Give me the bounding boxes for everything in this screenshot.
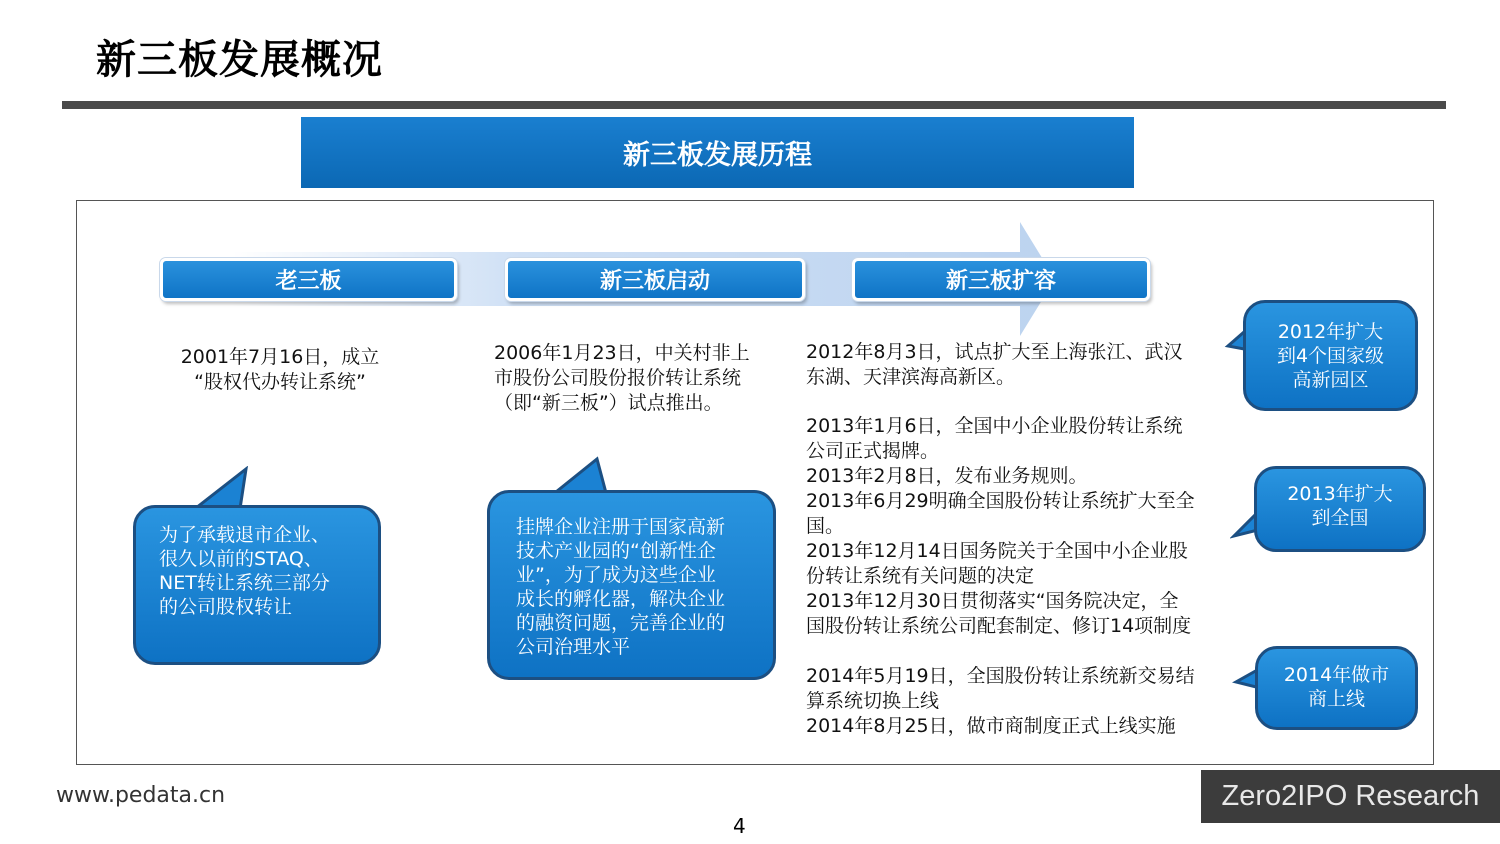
footer-website-link[interactable]: www.pedata.cn xyxy=(56,783,226,808)
stage-new-board-launch: 新三板启动 xyxy=(505,258,805,301)
stage-new-board-expansion: 新三板扩容 xyxy=(852,258,1150,301)
section-banner: 新三板发展历程 xyxy=(301,117,1134,188)
callout-2013: 2013年扩大 到全国 xyxy=(1254,466,1426,552)
callout-launch: 挂牌企业注册于国家高新 技术产业园的“创新性企 业”，为了成为这些企业 成长的孵化器，解决企业 的融资问题，完善企业的 公司治理水平 xyxy=(487,490,776,680)
callout-2014: 2014年做市 商上线 xyxy=(1255,646,1418,730)
expansion-2012-description: 2012年8月3日，试点扩大至上海张江、武汉 东湖、天津滨海高新区。 xyxy=(806,341,1183,388)
old-board-description: 2001年7月16日，成立 “股权代办转让系统” xyxy=(180,346,380,393)
callout-2012: 2012年扩大 到4个国家级 高新园区 xyxy=(1243,300,1418,411)
page-title: 新三板发展概况 xyxy=(96,37,383,83)
stage-old-board: 老三板 xyxy=(160,258,457,301)
callout-old-board: 为了承载退市企业、 很久以前的STAQ、 NET转让系统三部分 的公司股权转让 xyxy=(133,505,381,665)
expansion-2014-description: 2014年5月19日，全国股份转让系统新交易结 算系统切换上线 2014年8月25日，做市商制度正式上线实施 xyxy=(806,665,1195,737)
zero2ipo-logo: Zero2IPO Research xyxy=(1201,770,1500,823)
page-number: 4 xyxy=(733,814,746,838)
expansion-2013-description: 2013年1月6日，全国中小企业股份转让系统 公司正式揭牌。 2013年2月8日，发布业务规则。 2013年6月29明确全国股份转让系统扩大至全 国。 2013年12月14日国务院关于全国中小企业股 份转让系统有关问题的决定 2013年12月30日贯彻落实“国务院决定，全 国股份转让系统公司配套制定、修订14项制度 xyxy=(806,415,1195,637)
launch-description: 2006年1月23日，中关村非上 市股份公司股份报价转让系统 （即“新三板”）试点推出。 xyxy=(494,342,750,414)
